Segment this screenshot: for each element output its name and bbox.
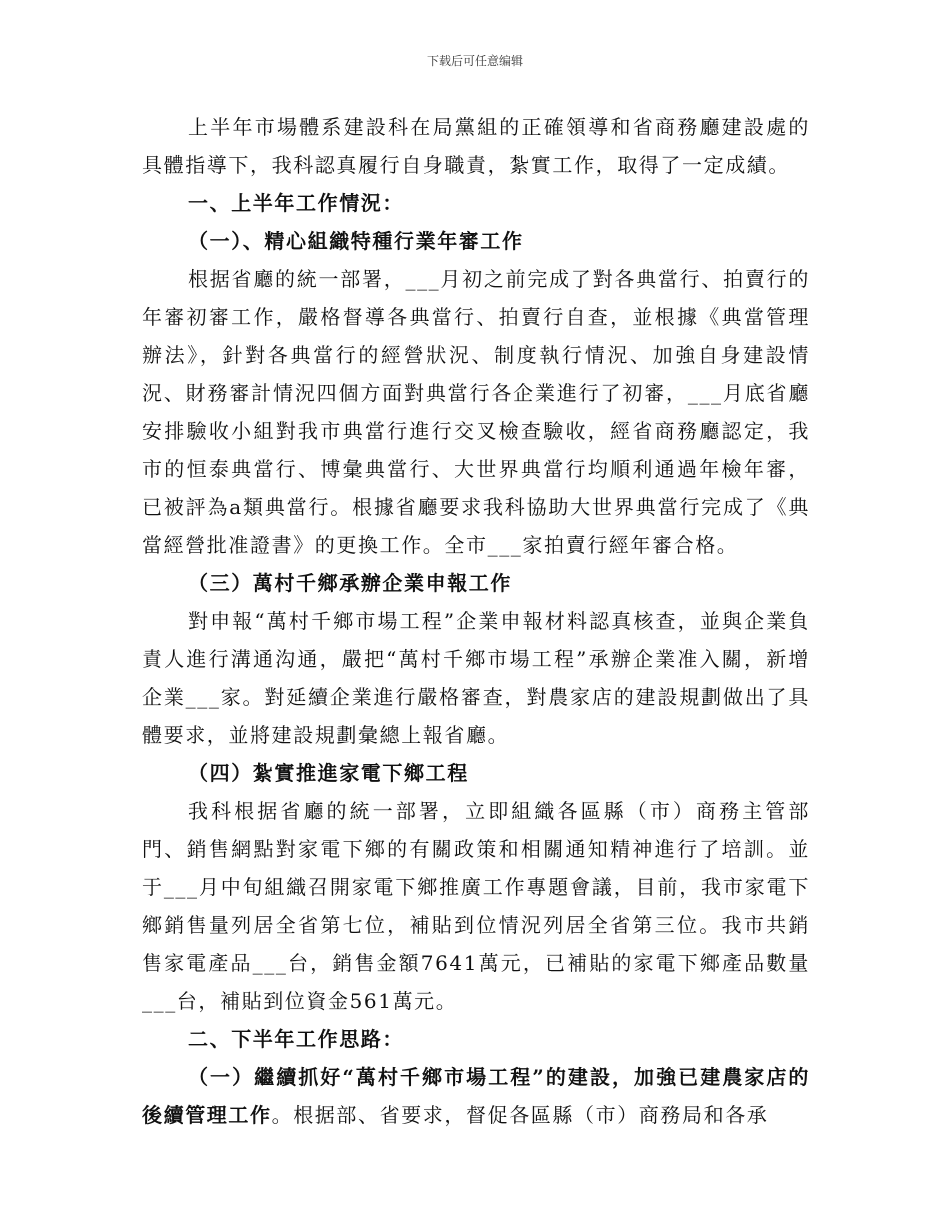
- subsection-heading-1: （一）、精心組織特種行業年審工作: [188, 229, 524, 253]
- second-half-text: 。根据部、省要求，督促各區縣（市）商務局和各承: [271, 1103, 769, 1127]
- second-half-paragraph: [142, 1058, 810, 1134]
- section-heading-2: 二、下半年工作思路：: [188, 1027, 404, 1051]
- subsection-heading-4: （四）紮實推進家電下鄉工程: [188, 761, 469, 785]
- village-enterprise-paragraph: 對申報“萬村千鄉市場工程”企業申報材料認真核查，並與企業負責人進行溝通沟通，嚴把“萬村千鄉市場工程”承辦企業准入關，新增企業___家。對延續企業進行嚴格審查，對農家店的建設規劃做出了具體要求，並將建設規劃彙總上報省廳。: [142, 609, 810, 747]
- page-header: 下载后可任意编辑: [426, 54, 523, 68]
- appliances-paragraph: 我科根据省廳的統一部署，立即組織各區縣（市）商務主管部門、銷售網點對家電下鄉的有關政策和相關通知精神進行了培訓。並于___月中旬組織召開家電下鄉推廣工作專題會議，目前，我市家電下鄉銷售量列居全省第七位，補貼到位情況列居全省第三位。我市共銷售家電產品___台，銷售金額7641萬元，已補貼的家電下鄉產品數量___台，補貼到位資金561萬元。: [142, 799, 810, 1013]
- annual-review-paragraph: 根据省廳的統一部署，___月初之前完成了對各典當行、拍賣行的年審初審工作，嚴格督導各典當行、拍賣行自查，並根據《典當管理辦法》，針對各典當行的經營狀況、制度執行情況、加強自身建設情況、財務審計情況四個方面對典當行各企業進行了初審，___月底省廳安排驗收小組對我市典當行進行交叉檢查驗收，經省商務廳認定，我市的恒泰典當行、博彙典當行、大世界典當行均順利通過年檢年審，已被評為a類典當行。根據省廳要求我科協助大世界典當行完成了《典當經營批准證書》的更換工作。全市___家拍賣行經年審合格。: [142, 267, 810, 557]
- document-body: [142, 108, 810, 1134]
- intro-paragraph: 上半年市場體系建設科在局黨組的正確領導和省商務廳建設處的具體指導下，我科認真履行自身職責，紮實工作，取得了一定成績。: [142, 115, 810, 177]
- second-half-bold-lead: （一）繼續抓好“萬村千鄉市場工程”的建設，加強已建農家店的後續管理工作: [142, 1065, 810, 1127]
- section-heading-1: 一、上半年工作情況：: [188, 191, 404, 215]
- subsection-heading-3: （三）萬村千鄉承辦企業申報工作: [188, 571, 512, 595]
